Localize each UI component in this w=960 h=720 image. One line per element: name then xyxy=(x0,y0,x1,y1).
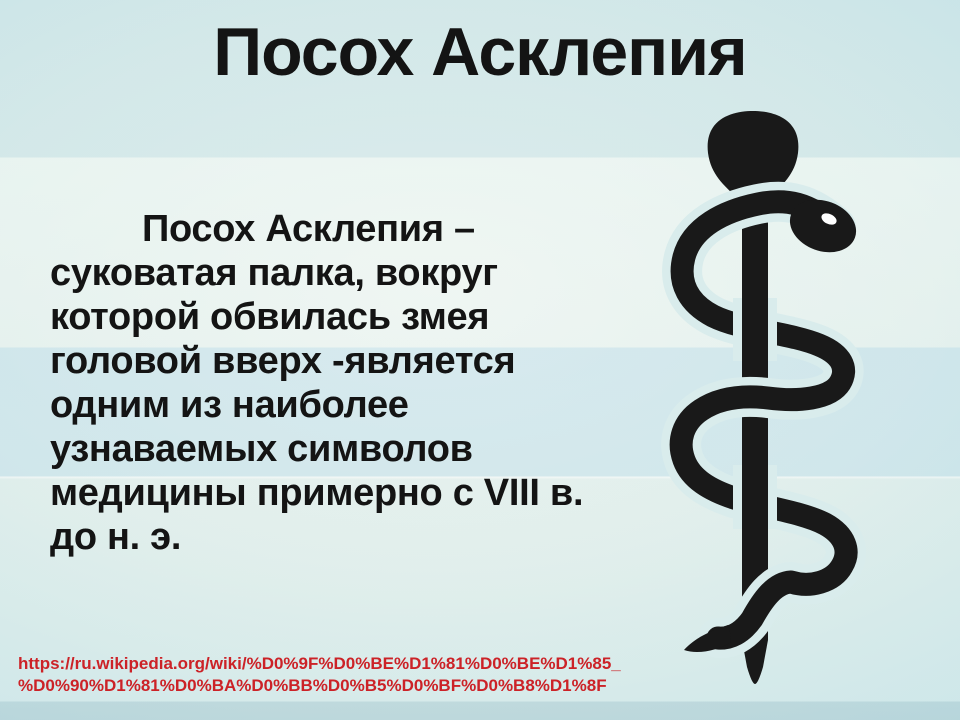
wikipedia-link[interactable] xyxy=(18,653,621,697)
body-text-line: одним из наиболее xyxy=(50,384,409,426)
body-text xyxy=(50,207,610,559)
slide-title: Посох Асклепия xyxy=(213,14,747,90)
body-text-line: Посох Асклепия – xyxy=(142,208,475,250)
body-text-line: узнаваемых символов xyxy=(50,428,473,470)
body-text-line: медицины примерно с VIII в. xyxy=(50,472,584,514)
body-text-line: до н. э. xyxy=(50,516,182,558)
wikipedia-link-line: https://ru.wikipedia.org/wiki/%D0%9F%D0%BE%D1%81%D0%BE%D1%85_ xyxy=(18,654,621,673)
wikipedia-link-line: %D0%90%D1%81%D0%BA%D0%BB%D0%B5%D0%BF%D0%B8%D1%8F xyxy=(18,676,607,695)
body-text-line: суковатая палка, вокруг xyxy=(50,252,498,294)
rod-of-asclepius-image xyxy=(640,105,930,705)
body-text-line: которой обвилась змея xyxy=(50,296,490,338)
body-text-line: головой вверх -является xyxy=(50,340,516,382)
